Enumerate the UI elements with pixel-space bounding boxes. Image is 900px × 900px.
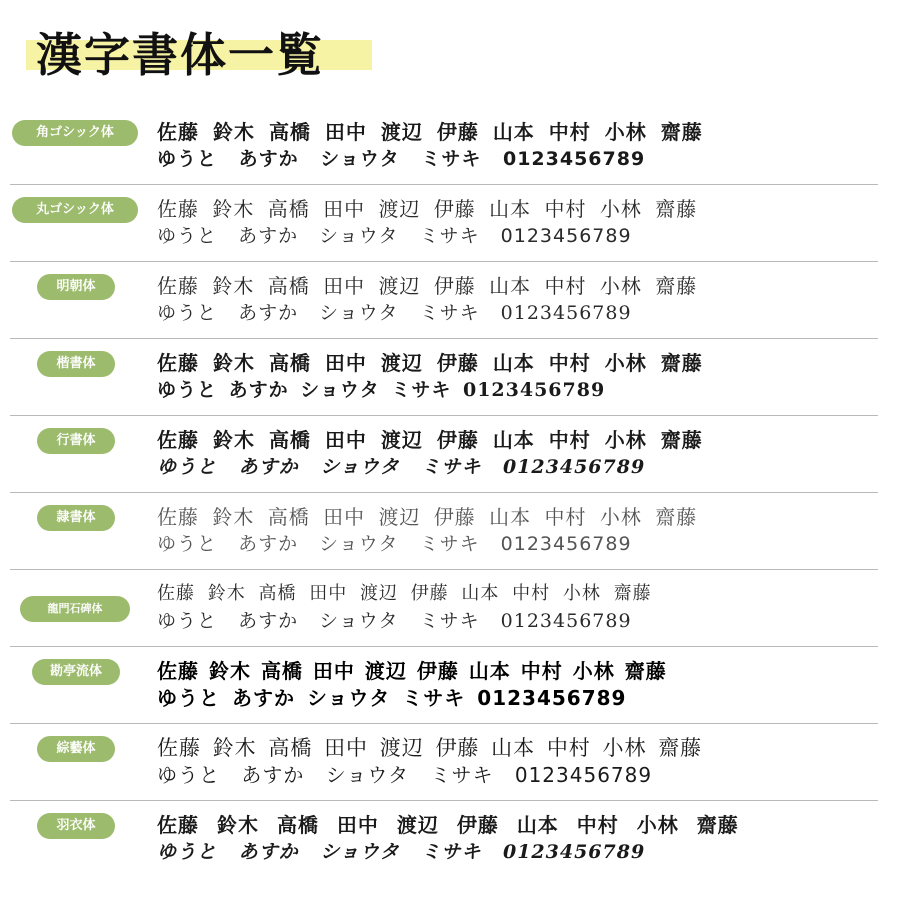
font-label-badge: 羽衣体 xyxy=(37,813,115,839)
font-list xyxy=(0,108,900,877)
font-sample xyxy=(157,580,652,634)
font-label-badge: 龍門石碑体 xyxy=(20,596,130,622)
name-sample-line: 佐藤 鈴木 高橋 田中 渡辺 伊藤 山本 中村 小林 齋藤 xyxy=(157,659,667,683)
font-sample xyxy=(157,272,697,326)
font-label-badge: 角ゴシック体 xyxy=(12,120,138,146)
font-row-hagoromo xyxy=(10,801,878,877)
font-sample xyxy=(157,118,703,172)
name-sample-line: 佐藤 鈴木 高橋 田中 渡辺 伊藤 山本 中村 小林 齋藤 xyxy=(157,351,703,375)
font-label-badge: 丸ゴシック体 xyxy=(12,197,138,223)
kana-digit-sample-line: ゆうと あすか ショウタ ミサキ 0123456789 xyxy=(157,379,606,401)
font-label-badge: 勘亭流体 xyxy=(32,659,120,685)
name-sample-line: 佐藤 鈴木 高橋 田中 渡辺 伊藤 山本 中村 小林 齋藤 xyxy=(157,583,652,604)
font-row-reisho xyxy=(10,493,878,570)
kana-digit-sample-line: ゆうと あすか ショウタ ミサキ 0123456789 xyxy=(157,533,632,555)
name-sample-line: 佐藤 鈴木 高橋 田中 渡辺 伊藤 山本 中村 小林 齋藤 xyxy=(157,813,739,837)
name-sample-line: 佐藤 鈴木 高橋 田中 渡辺 伊藤 山本 中村 小林 齋藤 xyxy=(157,736,703,760)
font-row-kaisho xyxy=(10,339,878,416)
name-sample-line: 佐藤 鈴木 高橋 田中 渡辺 伊藤 山本 中村 小林 齋藤 xyxy=(157,120,703,144)
font-sample xyxy=(157,349,703,403)
kana-digit-sample-line: ゆうと あすか ショウタ ミサキ 0123456789 xyxy=(157,841,646,863)
kana-digit-sample-line: ゆうと あすか ショウタ ミサキ 0123456789 xyxy=(157,148,646,170)
kana-digit-sample-line: ゆうと あすか ショウタ ミサキ 0123456789 xyxy=(157,456,646,478)
font-label-badge: 綜藝体 xyxy=(37,736,115,762)
font-row-gyosho xyxy=(10,416,878,493)
font-row-mincho xyxy=(10,262,878,339)
font-sample xyxy=(157,657,667,711)
font-label-badge: 行書体 xyxy=(37,428,115,454)
font-label-badge: 楷書体 xyxy=(37,351,115,377)
font-row-ryumon-sekihi xyxy=(10,570,878,647)
kana-digit-sample-line: ゆうと あすか ショウタ ミサキ 0123456789 xyxy=(157,302,632,324)
font-row-kanteiryu xyxy=(10,647,878,724)
kana-digit-sample-line: ゆうと あすか ショウタ ミサキ 0123456789 xyxy=(157,610,632,632)
name-sample-line: 佐藤 鈴木 高橋 田中 渡辺 伊藤 山本 中村 小林 齋藤 xyxy=(157,274,698,298)
font-sample xyxy=(157,811,739,865)
kana-digit-sample-line: ゆうと あすか ショウタ ミサキ 0123456789 xyxy=(157,686,627,710)
page-title-block xyxy=(22,22,382,86)
kana-digit-sample-line: ゆうと あすか ショウタ ミサキ 0123456789 xyxy=(157,763,653,787)
font-sample xyxy=(157,195,697,249)
kana-digit-sample-line: ゆうと あすか ショウタ ミサキ 0123456789 xyxy=(157,225,632,247)
page-title: 漢字書体一覧 xyxy=(36,28,324,82)
name-sample-line: 佐藤 鈴木 高橋 田中 渡辺 伊藤 山本 中村 小林 齋藤 xyxy=(157,197,698,221)
font-row-sogei xyxy=(10,724,878,801)
font-label-badge: 隷書体 xyxy=(37,505,115,531)
font-row-maru-gothic xyxy=(10,185,878,262)
name-sample-line: 佐藤 鈴木 高橋 田中 渡辺 伊藤 山本 中村 小林 齋藤 xyxy=(157,505,698,529)
font-row-kaku-gothic xyxy=(10,108,878,185)
font-sample xyxy=(157,734,702,788)
name-sample-line: 佐藤 鈴木 高橋 田中 渡辺 伊藤 山本 中村 小林 齋藤 xyxy=(157,428,703,452)
font-sample xyxy=(157,503,697,557)
font-sample xyxy=(157,426,703,480)
font-label-badge: 明朝体 xyxy=(37,274,115,300)
